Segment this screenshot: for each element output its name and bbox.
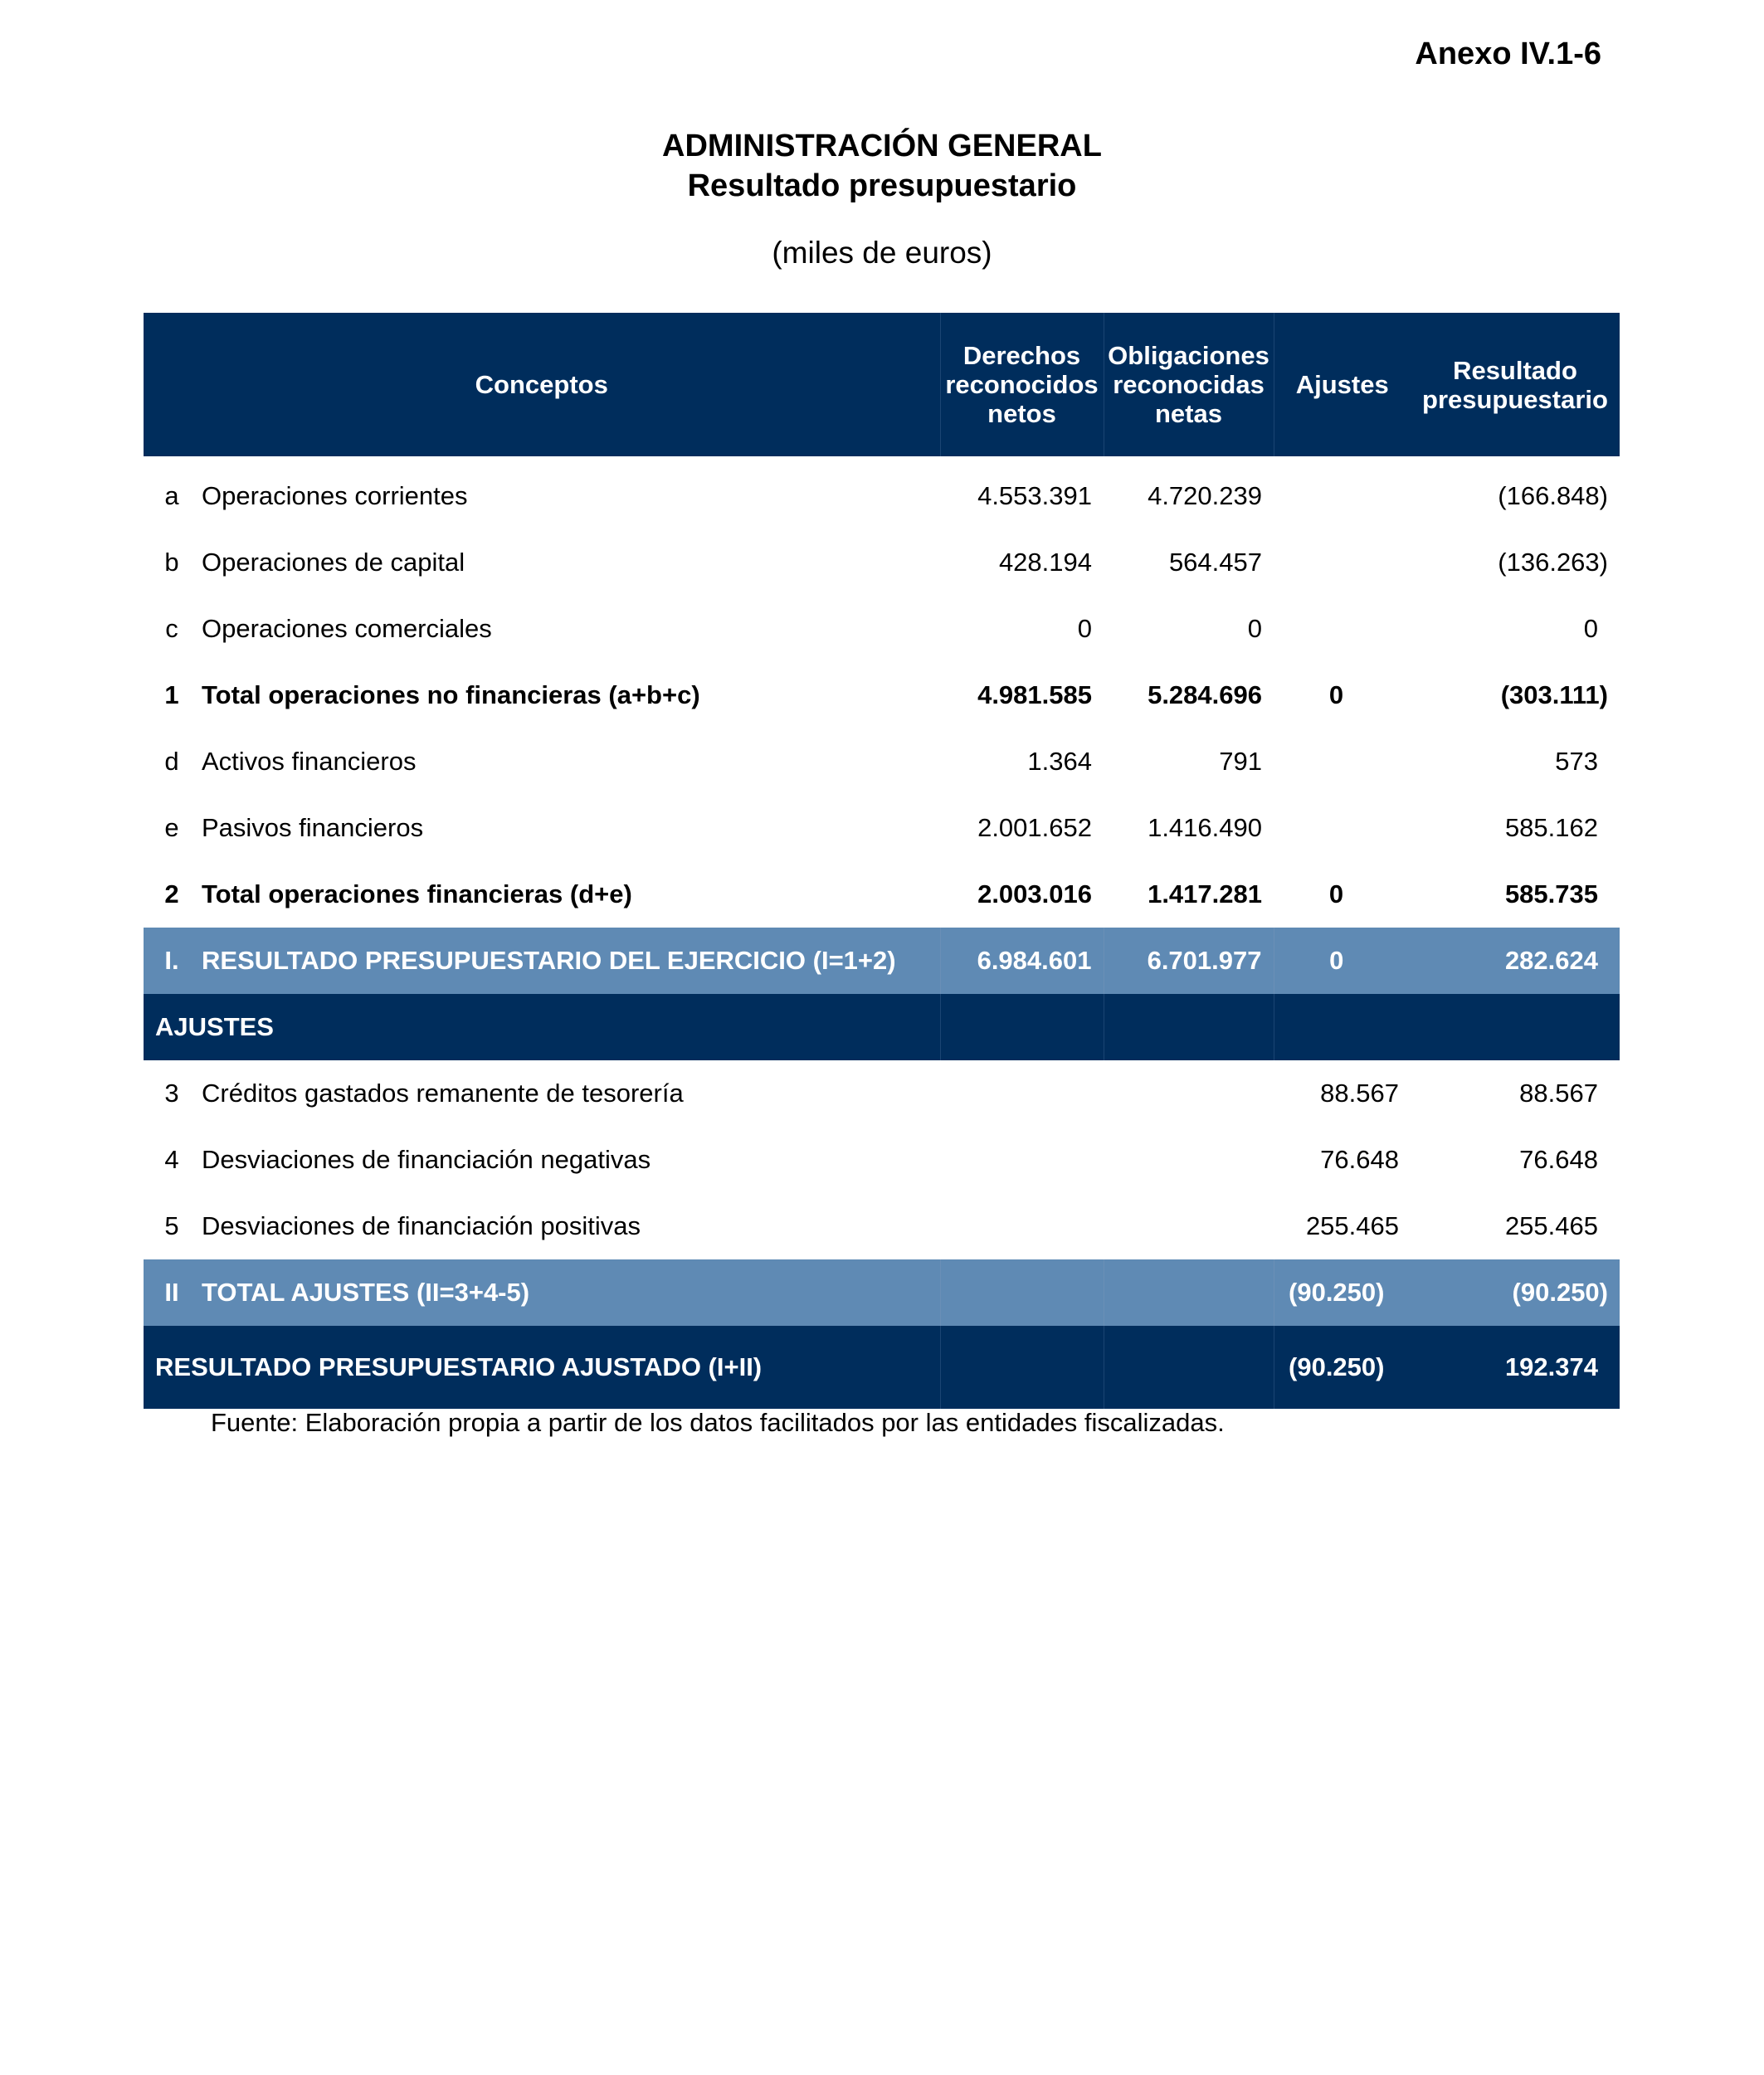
row-resultado: (90.250) [1411, 1259, 1620, 1326]
table-row [144, 728, 1620, 795]
row-derechos: 428.194 [998, 548, 1092, 577]
row-obligaciones: 5.284.696 [1148, 680, 1262, 709]
header-derechos [940, 313, 1104, 456]
table-row [144, 596, 1620, 662]
empty-cell [940, 1326, 1104, 1409]
row-ajustes: (90.250) [1274, 1326, 1411, 1409]
empty-cell [1411, 994, 1620, 1060]
row-key: I. [144, 928, 193, 994]
row-concept: Total operaciones no financieras (a+b+c) [202, 680, 700, 709]
row-ajustes: 0 [1274, 928, 1411, 994]
total-ajustes-row [144, 1259, 1620, 1326]
row-concept: Total operaciones financieras (d+e) [202, 879, 632, 908]
table-row-subtotal [144, 861, 1620, 928]
row-resultado: (303.111) [1500, 680, 1608, 709]
result-row [144, 928, 1620, 994]
row-derechos: 2.003.016 [977, 879, 1092, 908]
header-resultado-line2: presupuestario [1422, 384, 1608, 414]
row-concept: Desviaciones de financiación negativas [202, 1145, 651, 1174]
row-ajustes [1274, 529, 1411, 596]
row-concept: RESULTADO PRESUPUESTARIO AJUSTADO (I+II) [144, 1326, 940, 1409]
row-key: 4 [164, 1145, 179, 1174]
title-block [0, 126, 1764, 270]
table-row [144, 456, 1620, 529]
row-derechos: 6.984.601 [940, 928, 1104, 994]
row-ajustes [1274, 456, 1411, 529]
empty-cell [1104, 1060, 1274, 1127]
row-resultado: 255.465 [1504, 1211, 1598, 1240]
row-key: a [164, 481, 179, 510]
row-derechos: 1.364 [1027, 747, 1092, 776]
row-key: 5 [164, 1211, 179, 1240]
row-concept: Desviaciones de financiación positivas [202, 1211, 641, 1240]
header-derechos-line1: Derechos [962, 341, 1081, 370]
empty-cell [940, 994, 1104, 1060]
empty-cell [1274, 994, 1411, 1060]
row-concept: Operaciones corrientes [202, 481, 468, 510]
ajustes-section-header [144, 994, 1620, 1060]
row-ajustes: (90.250) [1274, 1259, 1411, 1326]
row-derechos: 0 [1077, 614, 1092, 643]
empty-cell [1104, 1127, 1274, 1193]
header-resultado [1411, 313, 1620, 456]
row-derechos: 2.001.652 [977, 813, 1092, 842]
final-result-row [144, 1326, 1620, 1409]
row-concept: Operaciones comerciales [202, 614, 492, 643]
row-resultado: 282.624 [1411, 928, 1620, 994]
header-derechos-line2: reconocidos [945, 370, 1099, 399]
table-header-row [144, 313, 1620, 456]
header-obligaciones-line1: Obligaciones [1108, 341, 1269, 370]
page-title: ADMINISTRACIÓN GENERAL [662, 129, 1102, 163]
row-ajustes: 88.567 [1320, 1079, 1399, 1108]
source-note: Fuente: Elaboración propia a partir de los datos facilitados por las entidades fiscalizadas. [211, 1408, 1225, 1437]
row-resultado: (136.263) [1498, 548, 1608, 577]
row-concept: Activos financieros [202, 747, 417, 776]
row-key: c [165, 614, 178, 643]
row-concept: TOTAL AJUSTES (II=3+4-5) [193, 1259, 940, 1326]
row-ajustes [1274, 596, 1411, 662]
header-obligaciones-line3: netas [1155, 399, 1222, 428]
header-ajustes: Ajustes [1274, 313, 1411, 456]
header-derechos-line3: netos [987, 399, 1056, 428]
row-key: II [144, 1259, 193, 1326]
row-resultado: 573 [1555, 747, 1598, 776]
row-obligaciones: 564.457 [1168, 548, 1262, 577]
row-ajustes: 0 [1328, 680, 1344, 709]
row-obligaciones: 1.416.490 [1148, 813, 1262, 842]
row-key: 1 [164, 680, 179, 709]
row-derechos: 4.981.585 [977, 680, 1092, 709]
row-concept: Operaciones de capital [202, 548, 465, 577]
header-resultado-line1: Resultado [1453, 355, 1577, 385]
row-obligaciones: 0 [1247, 614, 1262, 643]
empty-cell [940, 1193, 1104, 1259]
empty-cell [1104, 1326, 1274, 1409]
budget-result-table [144, 313, 1620, 1409]
table-row-subtotal [144, 662, 1620, 728]
row-obligaciones: 1.417.281 [1148, 879, 1262, 908]
page-subtitle: Resultado presupuestario [687, 168, 1077, 203]
table-row [144, 1060, 1620, 1127]
table-row [144, 1193, 1620, 1259]
row-ajustes: 0 [1328, 879, 1344, 908]
row-concept: Pasivos financieros [202, 813, 424, 842]
row-resultado: 585.162 [1504, 813, 1598, 842]
empty-cell [940, 1060, 1104, 1127]
row-concept: Créditos gastados remanente de tesorería [202, 1079, 684, 1108]
row-ajustes: 76.648 [1320, 1145, 1399, 1174]
table-row [144, 529, 1620, 596]
row-obligaciones: 791 [1219, 747, 1262, 776]
empty-cell [1104, 1259, 1274, 1326]
table-row [144, 1127, 1620, 1193]
annex-label: Anexo IV.1-6 [1415, 37, 1601, 71]
row-ajustes: 255.465 [1305, 1211, 1399, 1240]
row-resultado: 76.648 [1519, 1145, 1598, 1174]
header-conceptos: Conceptos [144, 313, 940, 456]
row-key: e [164, 813, 179, 842]
row-resultado: 0 [1583, 614, 1598, 643]
empty-cell [1104, 994, 1274, 1060]
row-key: d [164, 747, 179, 776]
ajustes-header-label: AJUSTES [144, 994, 940, 1060]
row-resultado: 88.567 [1519, 1079, 1598, 1108]
empty-cell [1104, 1193, 1274, 1259]
empty-cell [940, 1259, 1104, 1326]
row-resultado: (166.848) [1498, 481, 1608, 510]
row-ajustes [1274, 728, 1411, 795]
row-obligaciones: 6.701.977 [1104, 928, 1274, 994]
row-resultado: 192.374 [1411, 1326, 1620, 1409]
row-ajustes [1274, 795, 1411, 861]
table-row [144, 795, 1620, 861]
row-key: b [164, 548, 179, 577]
units-label: (miles de euros) [772, 236, 992, 270]
empty-cell [940, 1127, 1104, 1193]
row-derechos: 4.553.391 [977, 481, 1092, 510]
header-obligaciones [1104, 313, 1274, 456]
row-key: 2 [164, 879, 179, 908]
row-resultado: 585.735 [1504, 879, 1598, 908]
row-obligaciones: 4.720.239 [1148, 481, 1262, 510]
row-concept: RESULTADO PRESUPUESTARIO DEL EJERCICIO (I=1+2) [193, 928, 940, 994]
row-key: 3 [164, 1079, 179, 1108]
header-obligaciones-line2: reconocidas [1113, 370, 1265, 399]
